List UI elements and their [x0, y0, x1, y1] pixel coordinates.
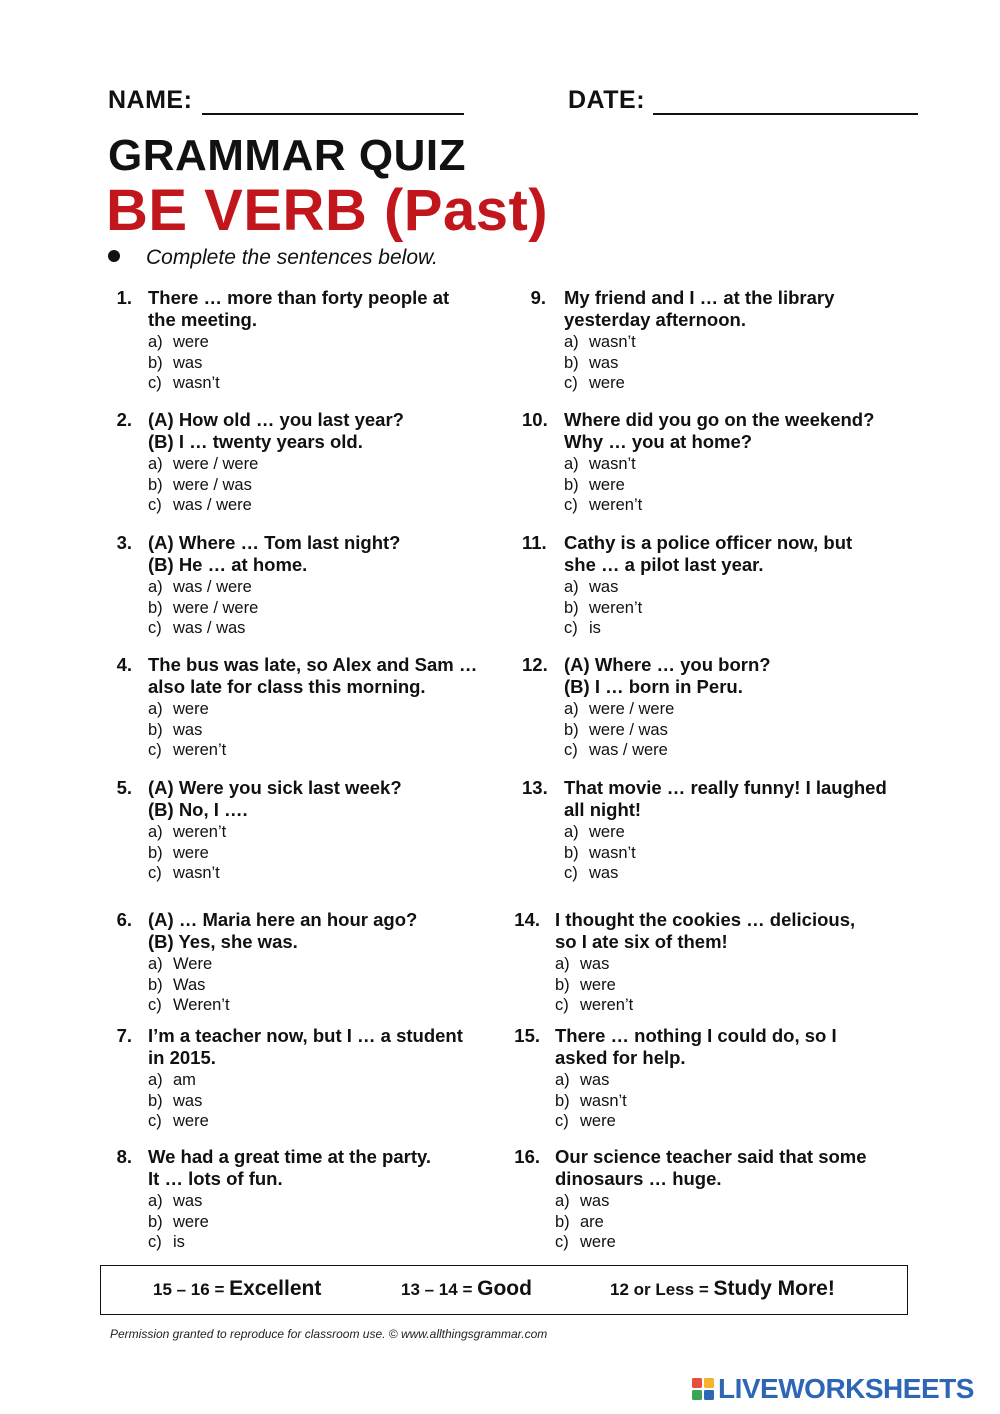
question-number: 7. [116, 1025, 132, 1046]
score-result: Excellent [229, 1277, 322, 1300]
answer-option[interactable] [564, 720, 922, 741]
option-text: was [589, 578, 619, 596]
question-body [148, 654, 510, 761]
question-stem-line: (A) … Maria here an hour ago? [148, 909, 418, 930]
option-letter: c) [148, 864, 162, 882]
answer-option[interactable] [148, 1191, 510, 1212]
liveworksheets-logo-text: LIVEWORKSHEETS [718, 1373, 974, 1404]
instruction [108, 246, 438, 270]
question-stem-line: That movie … really funny! I laughed [564, 777, 887, 798]
question-number: 15. [514, 1025, 540, 1046]
option-letter: a) [555, 1071, 570, 1089]
answer-option[interactable] [148, 995, 510, 1016]
option-text: was [173, 720, 203, 739]
answer-option[interactable] [555, 954, 920, 975]
answer-options [564, 699, 922, 761]
option-text: was [589, 864, 619, 882]
question-stem-line: so I ate six of them! [555, 931, 728, 952]
answer-option[interactable] [148, 843, 510, 864]
option-letter: c) [148, 1233, 162, 1251]
question-item [110, 909, 510, 1016]
option-text: are [580, 1212, 604, 1231]
option-text: am [173, 1071, 196, 1089]
option-text: was / were [173, 578, 252, 596]
answer-option[interactable] [564, 740, 922, 761]
option-letter: a) [555, 1192, 570, 1210]
question-item [110, 532, 510, 639]
option-letter: c) [555, 1233, 569, 1251]
question-body [555, 1146, 920, 1253]
question-item [522, 409, 922, 516]
option-letter: c) [564, 619, 578, 637]
option-letter: b) [148, 475, 163, 494]
answer-option[interactable] [148, 598, 510, 619]
option-text: was / were [173, 496, 252, 514]
option-text: were [173, 700, 209, 718]
answer-option[interactable] [148, 618, 510, 639]
instruction-text: Complete the sentences below. [146, 246, 438, 269]
question-item [110, 777, 510, 884]
question-body [148, 909, 510, 1016]
option-letter: b) [148, 1091, 163, 1110]
question-stem-line: dinosaurs … huge. [555, 1168, 722, 1189]
question-stem-line: (B) I … twenty years old. [148, 431, 363, 452]
answer-option[interactable] [564, 577, 922, 598]
question-stem-line: (B) No, I …. [148, 799, 248, 820]
option-text: was / was [173, 619, 246, 637]
answer-option[interactable] [148, 577, 510, 598]
question-stem-line: (B) Yes, she was. [148, 931, 298, 952]
question-stem-line: Cathy is a police officer now, but [564, 532, 853, 553]
option-letter: b) [564, 353, 579, 372]
answer-options [148, 699, 510, 761]
answer-option[interactable] [555, 1232, 920, 1253]
question-number: 3. [116, 532, 132, 553]
option-text: is [589, 619, 601, 637]
question-number: 8. [116, 1146, 132, 1167]
answer-option[interactable] [564, 454, 922, 475]
answer-option[interactable] [148, 954, 510, 975]
option-letter: a) [564, 578, 579, 596]
question-body [564, 532, 922, 639]
option-letter: c) [148, 1112, 162, 1130]
question-number: 1. [116, 287, 132, 308]
option-letter: c) [148, 741, 162, 759]
question-number: 13. [522, 777, 548, 798]
question-body [148, 532, 510, 639]
option-text: was [580, 955, 610, 973]
option-text: were [173, 843, 209, 862]
option-text: weren’t [173, 741, 227, 759]
option-letter: b) [148, 720, 163, 739]
option-text: were / were [173, 455, 259, 473]
option-letter: b) [555, 975, 570, 994]
score-range: 13 – 14 = [401, 1280, 473, 1299]
answer-options [555, 1191, 920, 1253]
question-item [110, 654, 510, 761]
answer-options [555, 1070, 920, 1132]
option-letter: a) [564, 700, 579, 718]
option-letter: b) [564, 843, 579, 862]
score-range: 12 or Less = [610, 1280, 709, 1299]
copyright-footer: Permission granted to reproduce for classroom use. © www.allthingsgrammar.com [110, 1327, 548, 1341]
question-stem-line: also late for class this morning. [148, 676, 426, 697]
answer-option[interactable] [148, 353, 510, 374]
question-stem-line: Why … you at home? [564, 431, 753, 452]
question-body [555, 909, 920, 1016]
answer-option[interactable] [564, 843, 922, 864]
question-stem-line: (A) How old … you last year? [148, 409, 404, 430]
option-letter: b) [564, 598, 579, 617]
option-text: was [589, 353, 619, 372]
question-stem-line: she … a pilot last year. [564, 554, 764, 575]
question-body [148, 287, 510, 394]
answer-option[interactable] [148, 495, 510, 516]
option-text: were / were [173, 598, 259, 617]
bullet-icon [108, 250, 120, 262]
question-number: 4. [116, 654, 132, 675]
option-letter: a) [148, 1071, 163, 1089]
answer-option[interactable] [148, 332, 510, 353]
option-text: weren’t [173, 823, 227, 841]
option-letter: a) [148, 455, 163, 473]
answer-option[interactable] [148, 1070, 510, 1091]
question-number: 12. [522, 654, 548, 675]
answer-options [148, 332, 510, 394]
answer-options [148, 1191, 510, 1253]
option-text: was [173, 353, 203, 372]
option-text: Was [173, 975, 206, 994]
option-letter: a) [148, 700, 163, 718]
question-body [564, 409, 922, 516]
score-range: 15 – 16 = [153, 1280, 225, 1299]
name-label: NAME: [108, 86, 193, 114]
question-stem-line: There … nothing I could do, so I [555, 1025, 837, 1046]
answer-options [148, 454, 510, 516]
answer-option[interactable] [148, 1091, 510, 1112]
option-text: were [589, 475, 625, 494]
name-blank-line[interactable] [202, 113, 464, 115]
answer-option[interactable] [564, 475, 922, 496]
question-stem-line: Our science teacher said that some [555, 1146, 867, 1167]
option-letter: b) [564, 475, 579, 494]
answer-options [148, 1070, 510, 1132]
answer-options [564, 822, 922, 884]
question-number: 16. [514, 1146, 540, 1167]
answer-option[interactable] [564, 332, 922, 353]
option-letter: c) [564, 864, 578, 882]
question-body [148, 777, 510, 884]
option-letter: a) [555, 955, 570, 973]
question-body [148, 1146, 510, 1253]
answer-option[interactable] [564, 822, 922, 843]
option-text: wasn’t [580, 1091, 627, 1110]
option-text: were [173, 333, 209, 351]
option-letter: c) [564, 741, 578, 759]
question-stem-line: I thought the cookies … delicious, [555, 909, 856, 930]
option-text: wasn’t [173, 374, 220, 392]
question-stem-line: (A) Where … Tom last night? [148, 532, 401, 553]
option-letter: b) [148, 975, 163, 994]
question-item [522, 287, 922, 394]
option-text: is [173, 1233, 185, 1251]
question-number: 11. [522, 532, 547, 553]
question-item [510, 1025, 920, 1132]
answer-option[interactable] [148, 740, 510, 761]
header-row [108, 86, 918, 120]
answer-option[interactable] [148, 975, 510, 996]
option-letter: a) [148, 578, 163, 596]
page-title: GRAMMAR QUIZ [108, 131, 466, 180]
answer-option[interactable] [564, 598, 922, 619]
option-letter: a) [564, 333, 579, 351]
answer-option[interactable] [148, 373, 510, 394]
question-number: 2. [116, 409, 132, 430]
answer-option[interactable] [148, 822, 510, 843]
option-letter: b) [148, 353, 163, 372]
answer-option[interactable] [555, 1091, 920, 1112]
option-letter: c) [564, 374, 578, 392]
question-stem-line: the meeting. [148, 309, 257, 330]
question-body [148, 1025, 510, 1132]
option-text: wasn’t [589, 455, 636, 473]
question-item [110, 1025, 510, 1132]
answer-option[interactable] [555, 975, 920, 996]
option-text: wasn’t [173, 864, 220, 882]
option-text: was [173, 1192, 203, 1210]
question-number: 6. [116, 909, 132, 930]
option-text: weren’t [589, 496, 643, 514]
option-letter: b) [148, 598, 163, 617]
question-stem-line: yesterday afternoon. [564, 309, 746, 330]
question-body [564, 287, 922, 394]
answer-option[interactable] [555, 1212, 920, 1233]
question-body [148, 409, 510, 516]
question-stem-line: My friend and I … at the library [564, 287, 835, 308]
option-text: were [580, 975, 616, 994]
option-text: were / was [589, 720, 668, 739]
answer-option[interactable] [555, 995, 920, 1016]
option-text: were [580, 1233, 616, 1251]
option-letter: c) [148, 374, 162, 392]
question-item [110, 1146, 510, 1253]
option-text: was [580, 1071, 610, 1089]
option-text: were / were [589, 700, 675, 718]
answer-option[interactable] [148, 863, 510, 884]
answer-option[interactable] [555, 1070, 920, 1091]
question-stem-line: all night! [564, 799, 642, 820]
option-letter: a) [148, 823, 163, 841]
option-letter: b) [148, 843, 163, 862]
answer-option[interactable] [148, 1111, 510, 1132]
option-letter: c) [555, 1112, 569, 1130]
option-text: were [173, 1112, 209, 1130]
option-letter: b) [555, 1091, 570, 1110]
answer-options [148, 954, 510, 1016]
answer-options [564, 577, 922, 639]
question-body [555, 1025, 920, 1132]
option-letter: b) [148, 1212, 163, 1231]
option-letter: a) [564, 455, 579, 473]
question-number: 10. [522, 409, 548, 430]
answer-option[interactable] [148, 1232, 510, 1253]
answer-options [148, 822, 510, 884]
answer-option[interactable] [555, 1111, 920, 1132]
option-text: Weren’t [173, 996, 230, 1014]
option-text: weren’t [580, 996, 634, 1014]
option-letter: a) [148, 1192, 163, 1210]
option-letter: c) [564, 496, 578, 514]
liveworksheets-logo-icon [692, 1378, 714, 1400]
score-good [401, 1277, 532, 1301]
answer-option[interactable] [148, 454, 510, 475]
question-stem-line: asked for help. [555, 1047, 686, 1068]
question-stem-line: Where did you go on the weekend? [564, 409, 875, 430]
option-letter: c) [148, 496, 162, 514]
question-number: 14. [514, 909, 540, 930]
question-body [564, 777, 922, 884]
answer-option[interactable] [564, 699, 922, 720]
score-result: Good [477, 1277, 532, 1300]
option-letter: b) [564, 720, 579, 739]
scoring-box [100, 1265, 908, 1315]
option-text: were [589, 374, 625, 392]
option-text: was [173, 1091, 203, 1110]
score-study-more [610, 1277, 835, 1301]
option-text: were / was [173, 475, 252, 494]
option-text: were [173, 1212, 209, 1231]
question-item [110, 409, 510, 516]
option-text: was [580, 1192, 610, 1210]
answer-options [564, 454, 922, 516]
answer-options [555, 954, 920, 1016]
answer-option[interactable] [148, 720, 510, 741]
question-item [522, 777, 922, 884]
question-stem-line: (B) I … born in Peru. [564, 676, 743, 697]
question-stem-line: There … more than forty people at [148, 287, 450, 308]
question-stem-line: (A) Were you sick last week? [148, 777, 402, 798]
answer-option[interactable] [564, 863, 922, 884]
question-stem-line: I’m a teacher now, but I … a student [148, 1025, 463, 1046]
option-text: wasn’t [589, 843, 636, 862]
answer-option[interactable] [564, 495, 922, 516]
question-item [522, 532, 922, 639]
page-subtitle: BE VERB (Past) [106, 178, 549, 243]
option-text: Were [173, 955, 213, 973]
option-letter: c) [555, 996, 569, 1014]
option-text: were [580, 1112, 616, 1130]
question-body [564, 654, 922, 761]
option-letter: a) [148, 955, 163, 973]
answer-option[interactable] [555, 1191, 920, 1212]
option-text: was / were [589, 741, 668, 759]
score-excellent [153, 1277, 321, 1301]
option-text: wasn’t [589, 333, 636, 351]
answer-option[interactable] [564, 373, 922, 394]
score-result: Study More! [713, 1277, 835, 1300]
answer-options [148, 577, 510, 639]
question-stem-line: The bus was late, so Alex and Sam … [148, 654, 478, 675]
option-letter: a) [148, 333, 163, 351]
answer-option[interactable] [148, 699, 510, 720]
answer-option[interactable] [148, 1212, 510, 1233]
date-label: DATE: [568, 86, 646, 114]
question-item [522, 654, 922, 761]
option-text: weren’t [589, 598, 643, 617]
option-text: were [589, 823, 625, 841]
question-stem-line: (B) He … at home. [148, 554, 308, 575]
option-letter: c) [148, 996, 162, 1014]
answer-option[interactable] [148, 475, 510, 496]
answer-option[interactable] [564, 618, 922, 639]
question-stem-line: We had a great time at the party. [148, 1146, 432, 1167]
answer-option[interactable] [564, 353, 922, 374]
question-item [510, 1146, 920, 1253]
question-stem-line: (A) Where … you born? [564, 654, 771, 675]
question-stem-line: in 2015. [148, 1047, 216, 1068]
option-letter: c) [148, 619, 162, 637]
option-letter: b) [555, 1212, 570, 1231]
question-item [110, 287, 510, 394]
question-number: 9. [530, 287, 546, 308]
question-stem-line: It … lots of fun. [148, 1168, 283, 1189]
question-item [510, 909, 920, 1016]
date-blank-line[interactable] [653, 113, 918, 115]
question-number: 5. [116, 777, 132, 798]
answer-options [564, 332, 922, 394]
option-letter: a) [564, 823, 579, 841]
